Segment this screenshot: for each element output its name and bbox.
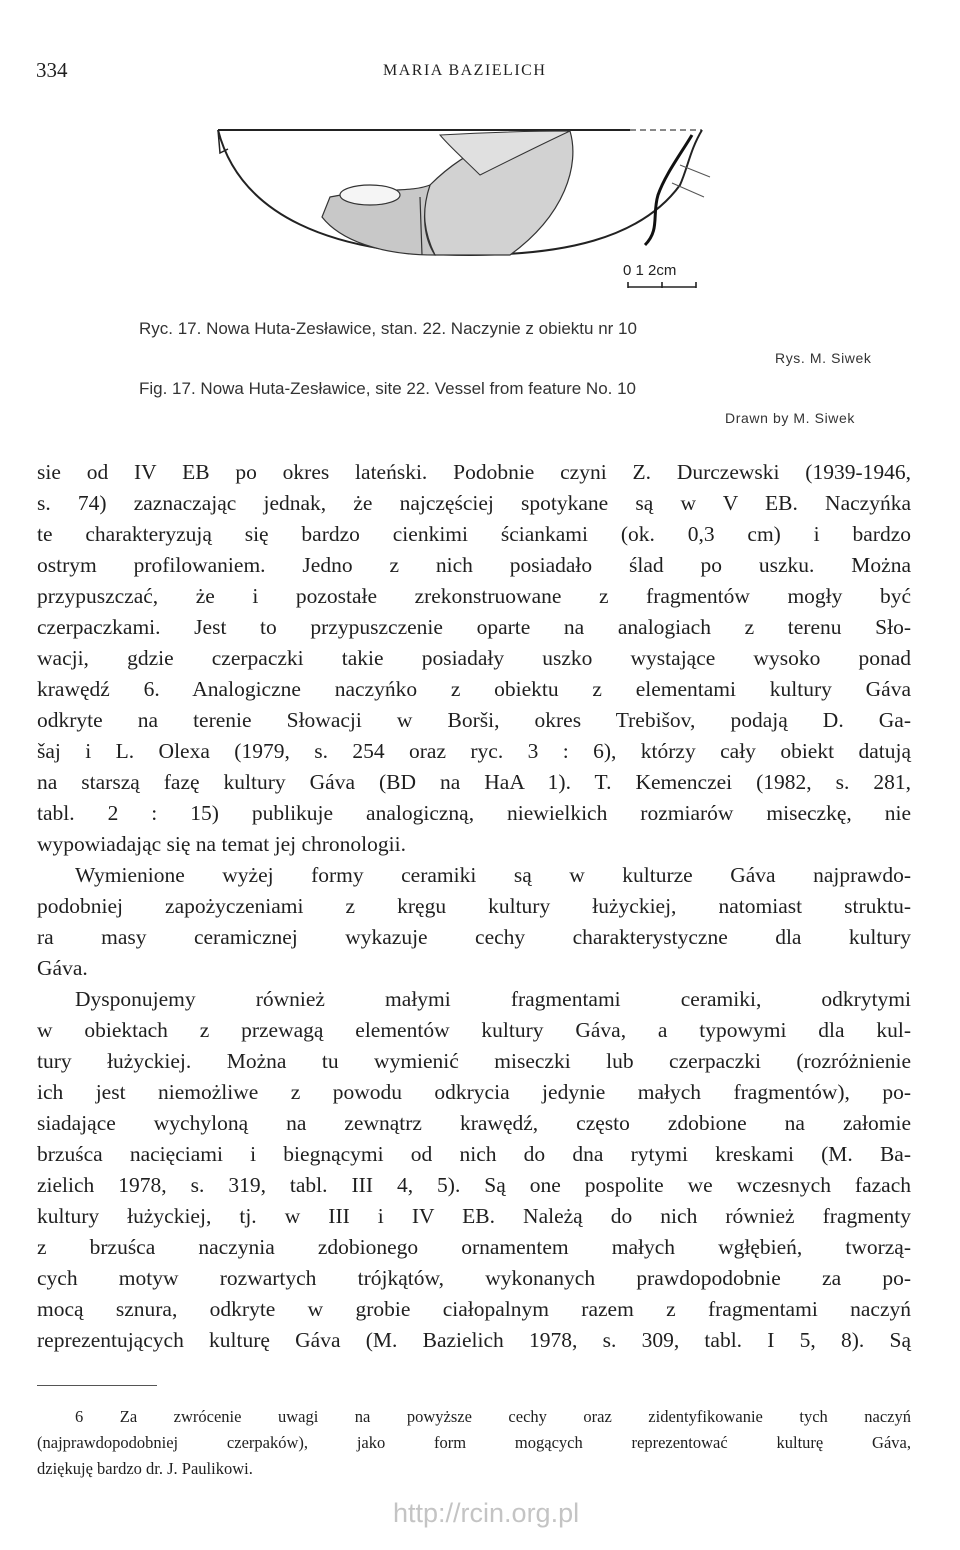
text-line: wacji, gdzie czerpaczki takie posiadały uszko wystające wysoko ponad: [37, 646, 911, 670]
text-line: na starszą fazę kultury Gáva (BD na HaA 1). T. Kemenczei (1982, s. 281,: [37, 770, 911, 794]
text-line: ich jest niemożliwe z powodu odkrycia jedynie małych fragmentów), po-: [37, 1080, 911, 1104]
text-line: czerpaczkami. Jest to przypuszczenie oparte na analogiach z terenu Sło-: [37, 615, 911, 639]
text-line: te charakteryzują się bardzo cienkimi ściankami (ok. 0,3 cm) i bardzo: [37, 522, 911, 546]
watermark-url: http://rcin.org.pl: [393, 1498, 580, 1528]
footnote-line: (najprawdopodobniej czerpaków), jako form mogących reprezentować kulturę Gáva,: [37, 1433, 911, 1452]
figure-caption-en: Fig. 17. Nowa Huta-Zesławice, site 22. Vessel from feature No. 10: [139, 379, 637, 398]
text-line: krawędź 6. Analogiczne naczyńko z obiektu z elementami kultury Gáva: [37, 677, 911, 701]
text-line: tabl. 2 : 15) publikuje analogiczną, niewielkich rozmiarów miseczkę, nie: [37, 801, 911, 825]
text-line: odkryte na terenie Słowacji w Borši, okres Trebišov, podają D. Ga-: [37, 708, 911, 732]
text-line: z brzuśca naczynia zdobionego ornamentem małych wgłębień, tworzą-: [37, 1235, 911, 1259]
text-line: wypowiadając się na temat jej chronologii.: [37, 832, 406, 856]
text-line: Dysponujemy również małymi fragmentami ceramiki, odkrytymi: [75, 987, 911, 1011]
text-line: w obiektach z przewagą elementów kultury Gáva, a typowymi dla kul-: [37, 1018, 911, 1042]
text-line: šaj i L. Olexa (1979, s. 254 oraz ryc. 3 : 6), którzy cały obiekt datują: [37, 739, 911, 763]
footnote-rule: [37, 1385, 157, 1386]
text-line: Gáva.: [37, 956, 88, 980]
text-line: ra masy ceramicznej wykazuje cechy charakterystyczne dla kultury: [37, 925, 911, 949]
running-head: MARIA BAZIELICH: [383, 62, 547, 79]
scale-label: 0 1 2cm: [623, 262, 677, 279]
text-line: s. 74) zaznaczając jednak, że najczęściej spotykane są w V EB. Naczyńka: [37, 491, 911, 515]
text-line: ostrym profilowaniem. Jedno z nich posiadało ślad po uszku. Można: [37, 553, 911, 577]
figure-credit-en: Drawn by M. Siwek: [725, 410, 856, 426]
text-line: siadające wychyloną na zewnątrz krawędź, często zdobione na załomie: [37, 1111, 911, 1135]
text-line: Wymienione wyżej formy ceramiki są w kulturze Gáva najprawdo-: [75, 863, 911, 887]
text-line: kultury łużyckiej, tj. w III i IV EB. Należą do nich również fragmenty: [37, 1204, 911, 1228]
footnote-line: dziękuję bardzo dr. J. Paulikowi.: [37, 1459, 253, 1478]
text-line: przypuszczać, że i pozostałe zrekonstruowane z fragmentów mogły być: [37, 584, 911, 608]
text-line: reprezentujących kulturę Gáva (M. Bazielich 1978, s. 309, tabl. I 5, 8). Są: [37, 1328, 911, 1352]
text-line: mocą sznura, odkryte w grobie ciałopalnym razem z fragmentami naczyń: [37, 1297, 911, 1321]
footnote-line: 6 Za zwrócenie uwagi na powyższe cechy oraz zidentyfikowanie tych naczyń: [75, 1407, 911, 1426]
figure-credit-pl: Rys. M. Siwek: [775, 350, 872, 366]
figure-caption-pl: Ryc. 17. Nowa Huta-Zesławice, stan. 22. Naczynie z obiektu nr 10: [139, 319, 637, 338]
page-number: 334: [36, 58, 68, 82]
text-line: sie od IV EB po okres lateński. Podobnie czyni Z. Durczewski (1939-1946,: [37, 460, 911, 484]
text-line: brzuśca nacięciami i biegnącymi od nich do dna rytymi kreskami (M. Ba-: [37, 1142, 911, 1166]
text-line: cych motyw rozwartych trójkątów, wykonanych prawdopodobnie za po-: [37, 1266, 911, 1290]
text-line: podobniej zapożyczeniami z kręgu kultury łużyckiej, natomiast struktu-: [37, 894, 911, 918]
text-line: tury łużyckiej. Można tu wymienić miseczki lub czerpaczki (rozróżnienie: [37, 1049, 911, 1073]
text-line: zielich 1978, s. 319, tabl. III 4, 5). Są one pospolite we wczesnych fazach: [37, 1173, 911, 1197]
vessel-drawing: [210, 105, 750, 305]
